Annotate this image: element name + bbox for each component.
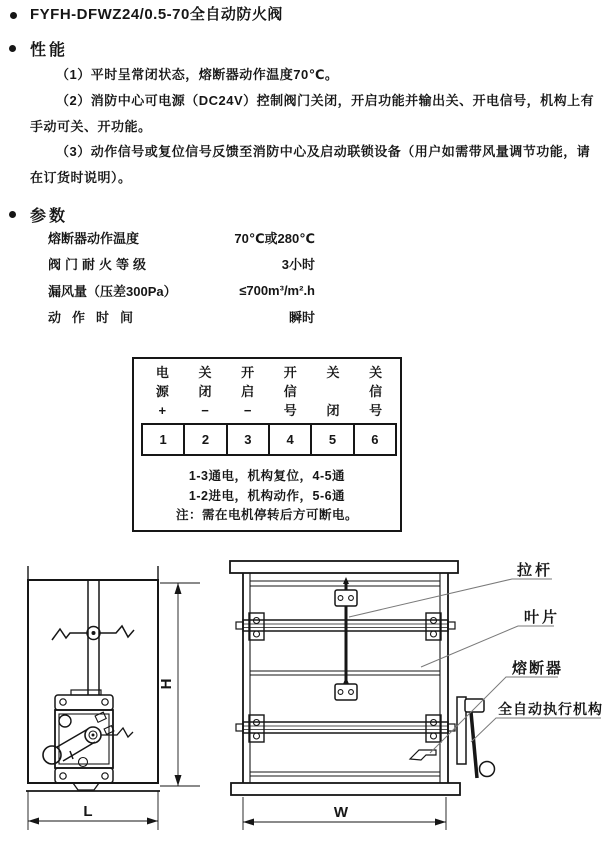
terminal-cell: 3: [226, 423, 270, 456]
terminal-header-column: [354, 363, 397, 420]
label-blade: 叶片: [524, 609, 561, 626]
label-actuator: 全自动执行机构: [498, 701, 603, 717]
header-char: −: [243, 403, 252, 418]
wiring-notes: [134, 467, 400, 526]
label-fuse: 熔断器: [512, 660, 564, 677]
parameter-row: [48, 251, 315, 278]
terminal-number-row: [141, 423, 397, 456]
bullet-icon: [9, 45, 16, 52]
header-char: 闭: [198, 384, 212, 399]
header-char: 信: [369, 384, 383, 399]
performance-item: （2）消防中心可电源（DC24V）控制阀门关闭，开启功能并输出关、开电信号，机构上有手动可关、开功能。: [30, 93, 595, 134]
terminal-header-column: [226, 363, 269, 420]
parameter-label: 熔断器动作温度: [48, 230, 140, 246]
part-labels: [498, 561, 603, 717]
terminal-header-column: [184, 363, 227, 420]
parameter-row: [48, 277, 315, 304]
side-view-drawing: [26, 566, 160, 791]
parameter-label: 动作时间: [48, 310, 145, 326]
header-char: 关: [198, 365, 212, 380]
parameter-value: 3小时: [281, 257, 315, 273]
header-char: 开: [283, 365, 297, 380]
terminal-cell: 6: [353, 423, 397, 456]
header-char: 关: [326, 365, 340, 380]
wiring-note: 1-3通电，机构复位，4-5通: [188, 469, 346, 483]
parameter-table: [48, 224, 315, 330]
page-title: FYFH-DFWZ24/0.5-70全自动防火阀: [30, 6, 283, 23]
header-char: 号: [369, 403, 383, 418]
header-char: 启: [241, 384, 255, 399]
terminal-cell: 1: [141, 423, 185, 456]
dimension-label-L: L: [83, 803, 93, 820]
parameter-value: ≤700m³/m².h: [239, 282, 315, 298]
bullet-icon: [10, 12, 17, 19]
terminal-cell: 2: [183, 423, 227, 456]
header-char: 开: [241, 365, 255, 380]
header-char: 关: [369, 365, 383, 380]
parameter-row: [48, 224, 315, 251]
terminal-wiring-table: [132, 357, 402, 532]
header-char: 信: [283, 384, 297, 399]
header-char: 闭: [326, 403, 340, 418]
header-char: −: [201, 403, 209, 418]
leader-lines: [349, 579, 601, 753]
label-pull-rod: 拉杆: [517, 562, 554, 579]
terminal-header-column: [269, 363, 312, 420]
header-char: 号: [283, 403, 297, 418]
parameter-label: 漏风量（压差300Pa）: [48, 283, 177, 299]
performance-item: （3）动作信号或复位信号反馈至消防中心及启动联锁设备（用户如需带风量调节功能，请在订货时说明）。: [30, 144, 591, 185]
bullet-icon: [9, 211, 16, 218]
section-heading-parameters: 参数: [30, 208, 69, 225]
header-char: 电: [155, 365, 169, 380]
parameter-row: [48, 304, 315, 331]
header-char: +: [158, 403, 167, 418]
front-view-drawing: [230, 561, 495, 795]
performance-item: （1）平时呈常闭状态，熔断器动作温度70℃。: [56, 67, 339, 82]
parameter-value: 瞬时: [288, 310, 315, 326]
terminal-cell: 4: [268, 423, 312, 456]
wiring-note: 注：需在电机停转后方可断电。: [175, 508, 358, 522]
wiring-note: 1-2进电，机构动作，5-6通: [188, 488, 346, 503]
technical-drawings: [0, 548, 608, 842]
parameter-value: 70℃或280℃: [234, 230, 315, 246]
dimension-label-W: W: [333, 804, 349, 821]
terminal-header-column: [312, 363, 355, 420]
parameter-label: 阀门耐火等级: [48, 257, 151, 273]
terminal-header-row: [141, 363, 397, 420]
terminal-header-column: [141, 363, 184, 420]
section-heading-performance: 性能: [30, 42, 69, 59]
dimension-label-H: H: [158, 678, 175, 690]
terminal-cell: 5: [310, 423, 354, 456]
header-char: 源: [155, 384, 169, 399]
